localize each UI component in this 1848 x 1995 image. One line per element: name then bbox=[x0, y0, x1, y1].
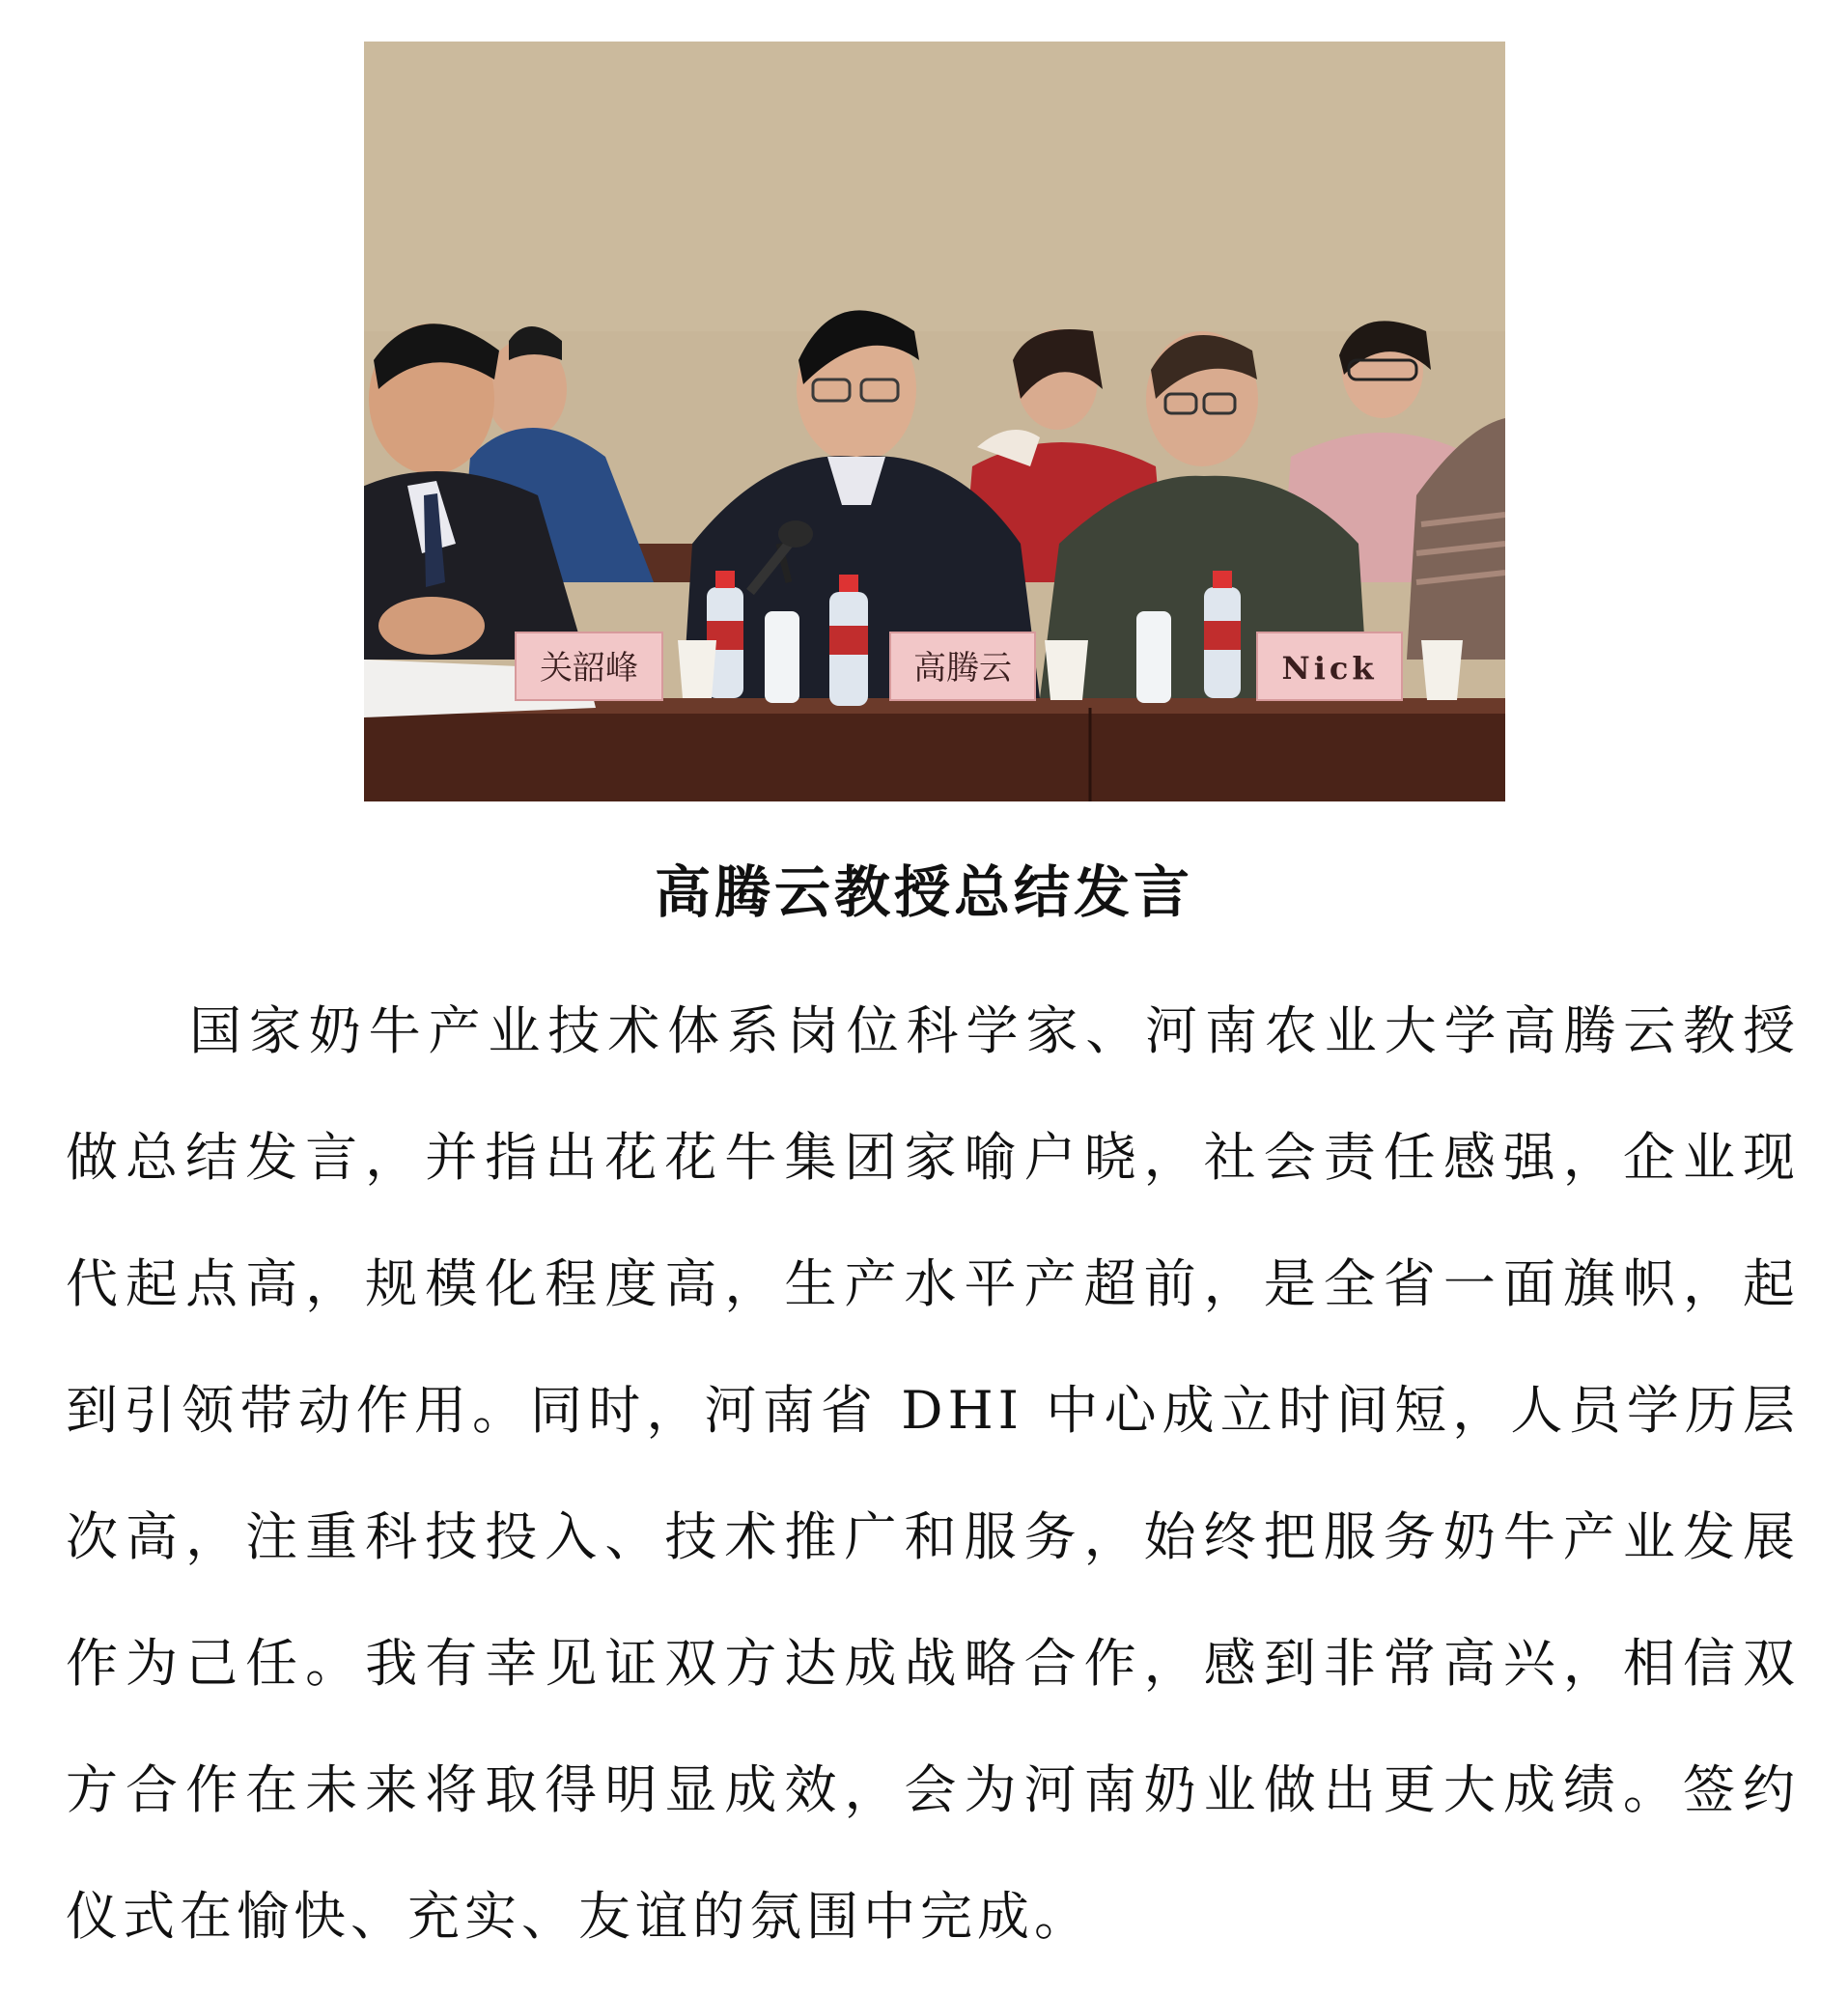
meeting-photo bbox=[364, 42, 1505, 801]
paragraph-line: 仪式在愉快、充实、友谊的氛围中完成。 bbox=[66, 1886, 1091, 1947]
name-card-left-text: 关韶峰 bbox=[540, 649, 638, 688]
name-card-right-text: Nick bbox=[1281, 650, 1378, 687]
paragraph-line: 方合作在未来将取得明显成效，会为河南奶业做出更大成绩。签约 bbox=[66, 1759, 1800, 1820]
paragraph-line: 次高，注重科技投入、技术推广和服务，始终把服务奶牛产业发展 bbox=[66, 1506, 1800, 1567]
photo-caption: 高腾云教授总结发言 bbox=[654, 859, 1193, 925]
body-paragraph bbox=[66, 983, 1800, 1995]
name-card-center-text: 高腾云 bbox=[913, 649, 1012, 688]
paragraph-line: 作为己任。我有幸见证双方达成战略合作，感到非常高兴，相信双 bbox=[66, 1633, 1800, 1694]
paragraph-line: 到引领带动作用。同时，河南省 DHI 中心成立时间短，人员学历层 bbox=[66, 1380, 1800, 1441]
paragraph-line: 做总结发言，并指出花花牛集团家喻户晓，社会责任感强，企业现 bbox=[66, 1127, 1800, 1188]
paragraph-line: 国家奶牛产业技术体系岗位科学家、河南农业大学高腾云教授 bbox=[189, 1000, 1800, 1061]
paragraph-line: 代起点高，规模化程度高，生产水平产超前，是全省一面旗帜，起 bbox=[66, 1253, 1800, 1314]
